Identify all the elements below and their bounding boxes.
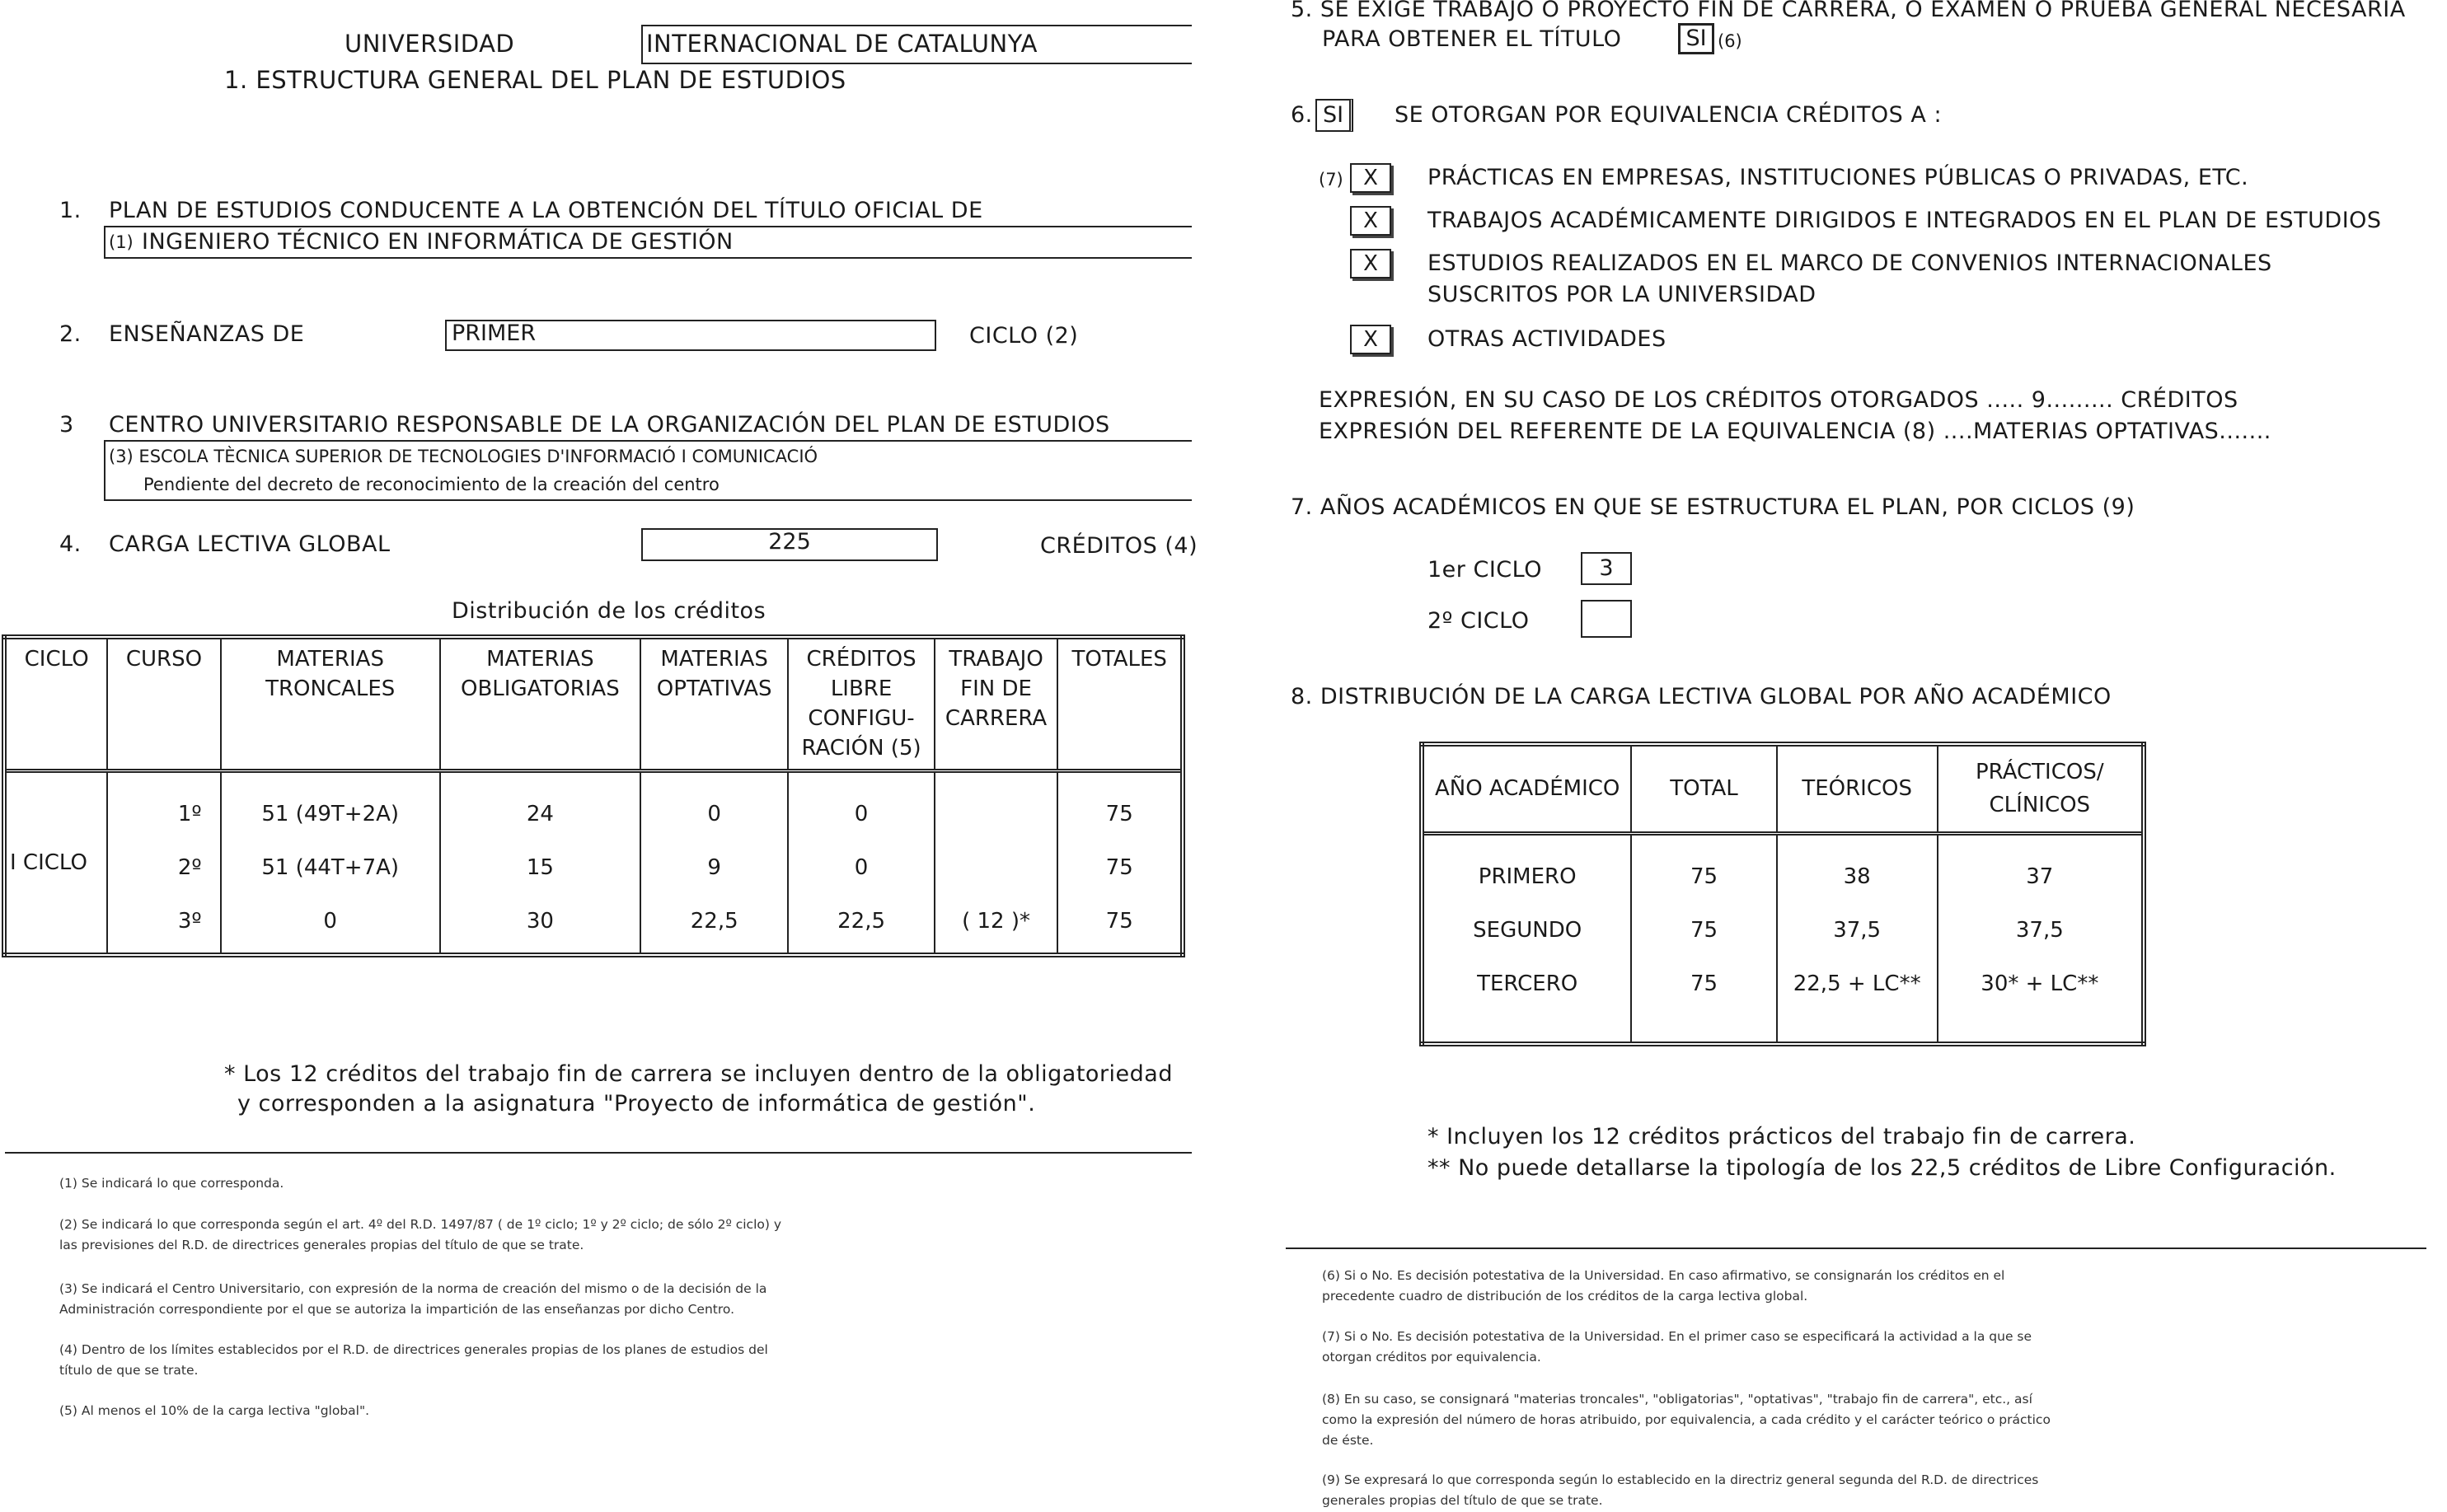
libre-1: 0 bbox=[854, 801, 869, 826]
right-footnote-divider bbox=[1286, 1248, 2426, 1249]
header-optativas: MATERIAS OPTATIVAS bbox=[640, 637, 788, 770]
optativas-2: 9 bbox=[707, 854, 721, 880]
trabajo-2 bbox=[939, 841, 1054, 895]
expr-line2: EXPRESIÓN DEL REFERENTE DE LA EQUIVALENCIA (8) ....MATERIAS OPTATIVAS....... bbox=[1319, 419, 2271, 444]
footnote-1: (1) Se indicará lo que corresponda. bbox=[59, 1176, 284, 1191]
year-note-line2: ** No puede detallarse la tipología de los 22,5 créditos de Libre Configuración. bbox=[1427, 1155, 2337, 1181]
obligatorias-2: 15 bbox=[526, 854, 554, 880]
header-troncales: MATERIAS TRONCALES bbox=[221, 637, 440, 770]
totales-2: 75 bbox=[1105, 854, 1133, 880]
item6-number: 6. bbox=[1291, 102, 1313, 128]
header-obligatorias: MATERIAS OBLIGATORIAS bbox=[440, 637, 640, 770]
check-estudios-label-line2: SUSCRITOS POR LA UNIVERSIDAD bbox=[1427, 282, 1816, 307]
header-trabajo: TRABAJO FIN DE CARRERA bbox=[935, 637, 1058, 770]
optativas-col bbox=[640, 770, 788, 955]
check-trabajos-label: TRABAJOS ACADÉMICAMENTE DIRIGIDOS E INTEGRADOS EN EL PLAN DE ESTUDIOS bbox=[1427, 208, 2382, 233]
practicos-2: 37,5 bbox=[2015, 917, 2064, 943]
year-table bbox=[1419, 742, 2146, 1046]
check-trabajos[interactable]: X bbox=[1350, 206, 1391, 236]
year-header-total: TOTAL bbox=[1631, 744, 1776, 833]
item5-note: (6) bbox=[1718, 31, 1742, 51]
libre-col bbox=[788, 770, 934, 955]
total-3: 75 bbox=[1690, 971, 1718, 996]
item4-suffix: CRÉDITOS (4) bbox=[1040, 533, 1198, 559]
ciclo2-value bbox=[1581, 600, 1632, 638]
item6-value: SI bbox=[1315, 99, 1353, 132]
libre-2: 0 bbox=[854, 854, 869, 880]
credits-note-line2: y corresponden a la asignatura "Proyecto de informática de gestión". bbox=[237, 1091, 1036, 1116]
item5-line1: 5. SE EXIGE TRABAJO O PROYECTO FIN DE CARRERA, O EXAMEN O PRUEBA GENERAL NECESARIA bbox=[1291, 0, 2406, 22]
year-3: TERCERO bbox=[1477, 971, 1578, 996]
check-practicas[interactable]: X bbox=[1350, 163, 1391, 193]
item6-label: SE OTORGAN POR EQUIVALENCIA CRÉDITOS A : bbox=[1395, 102, 1943, 128]
optativas-3: 22,5 bbox=[690, 908, 738, 934]
section-title: 1. ESTRUCTURA GENERAL DEL PLAN DE ESTUDIOS bbox=[224, 66, 846, 94]
troncales-2: 51 (44T+7A) bbox=[261, 854, 400, 880]
year-header-teoricos: TEÓRICOS bbox=[1777, 744, 1938, 833]
footnote-9: (9) Se expresará lo que corresponda según lo establecido en la directriz general segunda del R.D. de directrices generales propias del título de que se trate. bbox=[1322, 1472, 2039, 1508]
footnote-3: (3) Se indicará el Centro Universitario, con expresión de la norma de creación del mismo o de la decisión de la Administración correspondiente por el que se autoriza la impartición de las enseñanzas por dicho Centro. bbox=[59, 1281, 767, 1317]
expr-line1: EXPRESIÓN, EN SU CASO DE LOS CRÉDITOS OTORGADOS ..... 9......... CRÉDITOS bbox=[1319, 387, 2238, 413]
trabajo-col bbox=[935, 770, 1058, 955]
total-col bbox=[1631, 833, 1776, 1044]
trabajo-1 bbox=[939, 788, 1054, 841]
year-col bbox=[1422, 833, 1631, 1044]
total-2: 75 bbox=[1690, 917, 1718, 943]
header-totales: TOTALES bbox=[1057, 637, 1183, 770]
teoricos-col bbox=[1777, 833, 1938, 1044]
practicos-3: 30* + LC** bbox=[1981, 971, 2099, 996]
troncales-3: 0 bbox=[323, 908, 337, 934]
obligatorias-1: 24 bbox=[526, 801, 554, 826]
ciclo-label: I CICLO bbox=[10, 850, 87, 875]
totales-3: 75 bbox=[1105, 908, 1133, 934]
item3-number: 3 bbox=[59, 412, 74, 438]
ciclo1-label: 1er CICLO bbox=[1427, 557, 1542, 583]
table-row bbox=[4, 770, 1183, 955]
left-footnote-divider bbox=[5, 1152, 1192, 1154]
item4-value: 225 bbox=[641, 528, 938, 561]
header-ciclo: CICLO bbox=[4, 637, 107, 770]
item3-label: CENTRO UNIVERSITARIO RESPONSABLE DE LA ORGANIZACIÓN DEL PLAN DE ESTUDIOS bbox=[109, 412, 1110, 438]
item1-value: INGENIERO TÉCNICO EN INFORMÁTICA DE GESTIÓN bbox=[142, 229, 734, 255]
credits-note-line1: * Los 12 créditos del trabajo fin de carrera se incluyen dentro de la obligatoriedad bbox=[224, 1061, 1173, 1087]
item1-label: PLAN DE ESTUDIOS CONDUCENTE A LA OBTENCIÓN DEL TÍTULO OFICIAL DE bbox=[109, 198, 983, 223]
footnote-2: (2) Se indicará lo que corresponda según el art. 4º del R.D. 1497/87 ( de 1º ciclo; 1º y 2º ciclo; de sólo 2º ciclo) y las previsiones del R.D. de directrices generales propias del título de que se trate. bbox=[59, 1217, 782, 1252]
troncales-1: 51 (49T+2A) bbox=[261, 801, 400, 826]
year-header-practicos: PRÁCTICOS/ CLÍNICOS bbox=[1938, 744, 2144, 833]
curso-1: 1º bbox=[177, 801, 202, 826]
practicos-col bbox=[1938, 833, 2144, 1044]
curso-col bbox=[107, 770, 220, 955]
obligatorias-3: 30 bbox=[526, 908, 554, 934]
distribution-title: Distribución de los créditos bbox=[452, 598, 766, 624]
teoricos-1: 38 bbox=[1843, 864, 1871, 889]
total-1: 75 bbox=[1690, 864, 1718, 889]
item5-line2: PARA OBTENER EL TÍTULO bbox=[1322, 26, 1622, 52]
practicos-1: 37 bbox=[2026, 864, 2054, 889]
check-otras-label: OTRAS ACTIVIDADES bbox=[1427, 326, 1666, 352]
teoricos-3: 22,5 + LC** bbox=[1793, 971, 1921, 996]
item4-number: 4. bbox=[59, 531, 82, 557]
totales-col bbox=[1057, 770, 1183, 955]
year-header-ano: AÑO ACADÉMICO bbox=[1422, 744, 1631, 833]
check-estudios[interactable]: X bbox=[1350, 249, 1391, 279]
check-practicas-label: PRÁCTICAS EN EMPRESAS, INSTITUCIONES PÚBLICAS O PRIVADAS, ETC. bbox=[1427, 165, 2249, 190]
year-note-line1: * Incluyen los 12 créditos prácticos del trabajo fin de carrera. bbox=[1427, 1124, 2136, 1149]
header-curso: CURSO bbox=[107, 637, 220, 770]
item3-value-line1: (3) ESCOLA TÈCNICA SUPERIOR DE TECNOLOGIES D'INFORMACIÓ I COMUNICACIÓ bbox=[109, 447, 818, 466]
credits-table bbox=[2, 634, 1185, 957]
item3-value-line2: Pendiente del decreto de reconocimiento de la creación del centro bbox=[143, 475, 720, 494]
header-libre: CRÉDITOS LIBRE CONFIGU- RACIÓN (5) bbox=[788, 637, 934, 770]
item4-label: CARGA LECTIVA GLOBAL bbox=[109, 531, 391, 557]
libre-3: 22,5 bbox=[837, 908, 885, 934]
check-otras[interactable]: X bbox=[1350, 325, 1391, 354]
check-estudios-label-line1: ESTUDIOS REALIZADOS EN EL MARCO DE CONVENIOS INTERNACIONALES bbox=[1427, 250, 2272, 276]
university-name-frame bbox=[641, 25, 1192, 64]
item1-note: (1) bbox=[109, 232, 134, 252]
footnote-8: (8) En su caso, se consignará "materias troncales", "obligatorias", "optativas", "trabajo fin de carrera", etc., así como la expresión del número de horas atribuido, por equivalencia, a cada crédito y el carácter teórico o práctico de éste. bbox=[1322, 1392, 2051, 1448]
year-2: SEGUNDO bbox=[1473, 917, 1582, 943]
ciclo1-value: 3 bbox=[1581, 552, 1632, 585]
item2-value: PRIMER bbox=[445, 320, 936, 351]
item8-label: 8. DISTRIBUCIÓN DE LA CARGA LECTIVA GLOBAL POR AÑO ACADÉMICO bbox=[1291, 684, 2112, 709]
footnote-5: (5) Al menos el 10% de la carga lectiva "global". bbox=[59, 1403, 370, 1418]
university-name: INTERNACIONAL DE CATALUNYA bbox=[646, 30, 1038, 58]
footnote-7: (7) Si o No. Es decisión potestativa de la Universidad. En el primer caso se especificará la actividad a la que se otorgan créditos por equivalencia. bbox=[1322, 1329, 2032, 1365]
footnote-6: (6) Si o No. Es decisión potestativa de la Universidad. En caso afirmativo, se consignarán los créditos en el precedente cuadro de distribución de los créditos de la carga lectiva global. bbox=[1322, 1268, 2005, 1304]
optativas-1: 0 bbox=[707, 801, 721, 826]
item2-number: 2. bbox=[59, 321, 82, 347]
table-row bbox=[1422, 833, 2144, 1044]
troncales-col bbox=[221, 770, 440, 955]
trabajo-3: ( 12 )* bbox=[962, 908, 1031, 934]
obligatorias-col bbox=[440, 770, 640, 955]
totales-1: 75 bbox=[1105, 801, 1133, 826]
item7-label: 7. AÑOS ACADÉMICOS EN QUE SE ESTRUCTURA EL PLAN, POR CICLOS (9) bbox=[1291, 494, 2135, 520]
curso-2: 2º bbox=[177, 854, 202, 880]
item6-note: (7) bbox=[1319, 170, 1343, 190]
curso-3: 3º bbox=[177, 908, 202, 934]
item5-value: SI bbox=[1678, 23, 1714, 54]
year-1: PRIMERO bbox=[1478, 864, 1577, 889]
ciclo-cell bbox=[4, 770, 107, 955]
item1-number: 1. bbox=[59, 198, 82, 223]
teoricos-2: 37,5 bbox=[1833, 917, 1882, 943]
item2-suffix: CICLO (2) bbox=[969, 323, 1079, 349]
ciclo2-label: 2º CICLO bbox=[1427, 608, 1530, 634]
item2-label: ENSEÑANZAS DE bbox=[109, 321, 305, 347]
footnote-4: (4) Dentro de los límites establecidos por el R.D. de directrices generales propias de los planes de estudios del título de que se trate. bbox=[59, 1342, 768, 1378]
university-label: UNIVERSIDAD bbox=[345, 30, 515, 58]
